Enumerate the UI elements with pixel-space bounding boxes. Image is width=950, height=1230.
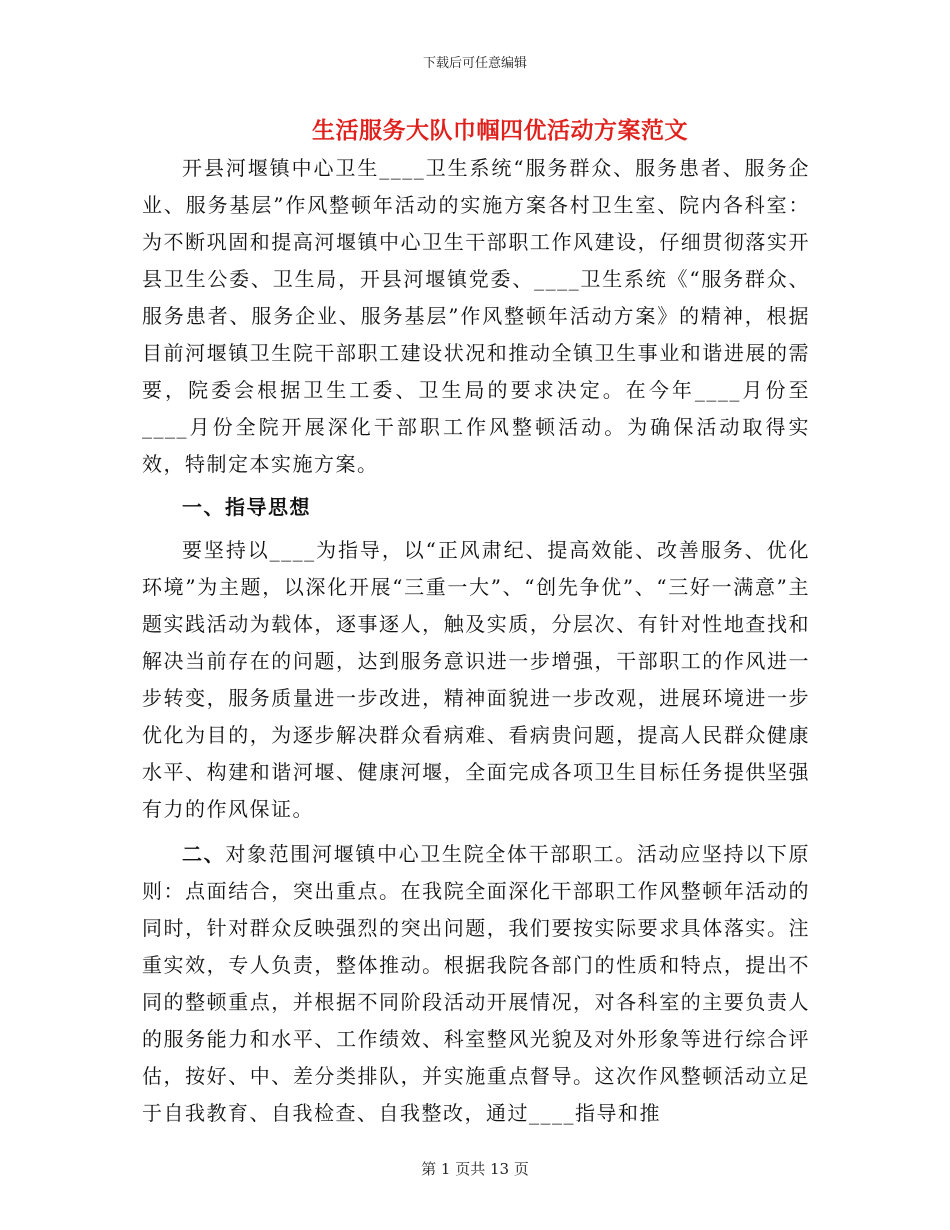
intro-paragraph: 开县河堰镇中心卫生____卫生系统“服务群众、服务患者、服务企业、服务基层”作风整顿年活动的实施方案各村卫生室、院内各科室：为不断巩固和提高河堰镇中心卫生干部职工作风建设，仔细贯彻落实开县卫生公委、卫生局，开县河堰镇党委、____卫生系统《“服务群众、服务患者、服务企业、服务基层”作风整顿年活动方案》的精神，根据目前河堰镇卫生院干部职工建设状况和推动全镇卫生事业和谐进展的需要，院委会根据卫生工委、卫生局的要求决定。在今年____月份至____月份全院开展深化干部职工作风整顿活动。为确保活动取得实效，特制定本实施方案。 [142,156,810,476]
section-2-body: 对象范围河堰镇中心卫生院全体干部职工。活动应坚持以下原则：点面结合，突出重点。在我院全面深化干部职工作风整顿年活动的同时，针对群众反映强烈的突出问题，我们要按实际要求具体落实。注重实效，专人负责，整体推动。根据我院各部门的性质和特点，提出不同的整顿重点，并根据不同阶段活动开展情况，对各科室的主要负责人的服务能力和水平、工作绩效、科室整风光貌及对外形象等进行综合评估，按好、中、差分类排队，并实施重点督导。这次作风整顿活动立足于自我教育、自我检查、自我整改，通过____指导和推 [142,842,811,1125]
guiding-paragraph: 要坚持以____为指导，以“正风肃纪、提高效能、改善服务、优化环境”为主题，以深化开展“三重一大”、“创先争优”、“三好一满意”主题实践活动为载体，逐事逐人，触及实质，分层次、有针对性地查找和解决当前存在的问题，达到服务意识进一步增强，干部职工的作风进一步转变，服务质量进一步改进，精神面貌进一步改观，进展环境进一步优化为目的，为逐步解决群众看病难、看病贵问题，提高人民群众健康水平、构建和谐河堰、健康河堰，全面完成各项卫生目标任务提供坚强有力的作风保证。 [142,538,810,821]
header-note: 下载后可任意编辑 [422,56,527,71]
document-title: 生活服务大队巾帼四优活动方案范文 [312,117,688,144]
page-footer: 第 1 页共 13 页 [421,1160,529,1178]
document-body [142,150,810,1132]
section-2-lead: 二、 [182,842,226,866]
section-heading-1: 一、指导思想 [182,495,311,519]
section-2-paragraph [142,836,810,1132]
